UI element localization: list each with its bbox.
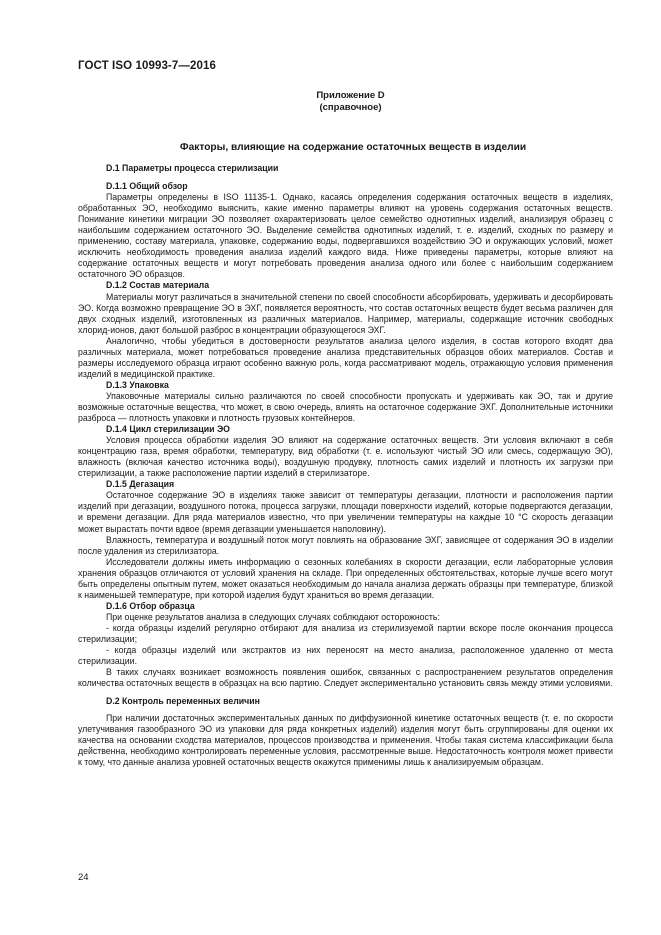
- paragraph: В таких случаях возникает возможность появления ошибок, связанных с распространением результатов определения количества остаточных веществ в образцах на всю партию. Следует экспериментально установить связь между этими условиями.: [78, 667, 613, 689]
- page-title: Факторы, влияющие на содержание остаточных веществ в изделии: [179, 142, 527, 153]
- paragraph: Аналогично, чтобы убедиться в достоверности результатов анализа целого изделия, в состав которого входят два различных материала, может потребоваться проведение анализа представительных образцов обоих материалов. Состав и размеры исследуемого образца играют особенно важную роль, когда рассматривают модель, отражающую условия применения изделий в медицинской практике.: [78, 335, 613, 379]
- list-item: - когда образцы изделий или экстрактов из них переносят на место анализа, расположенное удаленно от места стерилизации.: [78, 645, 613, 667]
- annex-note: (справочное): [319, 102, 382, 113]
- paragraph: При наличии достаточных экспериментальных данных по диффузионной кинетике остаточных веществ (т. е. по скорости улетучивания газообразного ЭО из упаковки для ряда конкретных изделий) изделия могут быть сгруппированы для оценки их качества на основании сходства материалов, процессов производства и применения. Чтобы такая система классификации была действенна, необходимо контролировать переменные условия, рассмотренные выше. Недостаточность контроля может привести к тому, что данные анализа уровней остаточных веществ окажутся применимы лишь к анализируемым образцам.: [78, 713, 613, 768]
- section-heading-d1: D.1 Параметры процесса стерилизации: [106, 163, 279, 173]
- paragraph: Исследователи должны иметь информацию о сезонных колебаниях в скорости дегазации, если лабораторные условия хранения образцов отличаются от условий хранения на складе. При определенных обстоятельствах, которые лучше всего могут быть определены опытным путем, может оказаться необходимым до начала анализа держать образцы при температуре, близкой к наименьшей температуре, при которой изделия будут храниться во время дегазации.: [78, 556, 613, 600]
- paragraph: Параметры определены в ISO 11135-1. Однако, касаясь определения содержания остаточных веществ в изделиях, обработанных ЭО, необходимо выяснить, какие именно параметры влияют на уровень содержания остаточных веществ. Понимание кинетики миграции ЭО позволяет охарактеризовать целое семейство однотипных изделий, анализируя образец с наибольшим содержанием остаточного ЭО. Выделение семейства однотипных изделий, т. е. изделий, сходных по размеру и применению, составу материала, упаковке, содержанию воды, подвергавшихся воздействию ЭО и окружающих условий, может исключить необходимость проведения анализа изделий каждого вида. Ниже приведены параметры, которые влияют на содержание остаточных веществ и могут потребовать проведения анализа одного или более с наибольшим содержанием остаточного ЭО образцов.: [78, 192, 613, 280]
- section-heading-d2: D.2 Контроль переменных величин: [106, 696, 260, 707]
- paragraph: Условия процесса обработки изделия ЭО влияют на содержание остаточных веществ. Эти условия включают в себя концентрацию газа, время обработки, температуру, вид обработки (т. е. используют чистый ЭО или смесь, содержащую ЭО), влажность (включая качество источника воды), воздушную продувку, плотность самих изделий и плотность их загрузки при стерилизации, а также расположение партии изделий в стерилизаторе.: [78, 435, 613, 479]
- section-heading-d1-5: D.1.5 Дегазация: [106, 479, 175, 490]
- annex-title: Приложение D: [316, 90, 385, 101]
- section-heading-d1-3: D.1.3 Упаковка: [106, 379, 169, 390]
- paragraph: Влажность, температура и воздушный поток могут повлиять на образование ЭХГ, зависящее от содержания ЭО в изделии после удаления из стерилизатора.: [78, 534, 613, 556]
- annex-heading: [0, 90, 661, 114]
- paragraph: При оценке результатов анализа в следующих случаях соблюдают осторожность:: [106, 611, 440, 622]
- section-heading-d1-1: D.1.1 Общий обзор: [106, 181, 188, 192]
- page-number: 24: [78, 872, 89, 883]
- paragraph: Остаточное содержание ЭО в изделиях также зависит от температуры дегазации, плотности и расположения партии изделий при дегазации, воздушного потока, процесса загрузки, площади поверхности изделий, которые подвергаются дегазации, и времени дегазации. Для ряда материалов известно, что при увеличении температуры на каждые 10 °С скорость дегазации может вырастать почти вдвое (время дегазации уменьшается наполовину).: [78, 490, 613, 534]
- section-heading-d1-6: D.1.6 Отбор образца: [106, 600, 195, 611]
- section-heading-d1-2: D.1.2 Состав материала: [106, 280, 210, 291]
- paragraph: Упаковочные материалы сильно различаются по своей способности пропускать и удерживать как ЭО, так и другие возможные остаточные вещества, что может, в свою очередь, влиять на остаточное содержание ЭХГ. Дополнительные источники разброса — плотность упаковки и плотность грузовых контейнеров.: [78, 390, 613, 424]
- paragraph: Материалы могут различаться в значительной степени по своей способности абсорбировать, удерживать и десорбировать ЭО. Когда возможно превращение ЭО в ЭХГ, появляется вероятность, что состав остаточных веществ будет весьма различен для двух сходных изделий, изготовленных из различных материалов. Например, материалы, содержащие источник свободных хлорид-ионов, дают большой разброс в концентрации образующегося ЭХГ.: [78, 291, 613, 335]
- list-item: - когда образцы изделий регулярно отбирают для анализа из стерилизуемой партии вскоре после окончания процесса стерилизации;: [78, 622, 613, 644]
- document-code: ГОСТ ISO 10993-7—2016: [78, 60, 216, 72]
- document-body: [78, 163, 613, 768]
- section-heading-d1-4: D.1.4 Цикл стерилизации ЭО: [106, 424, 230, 435]
